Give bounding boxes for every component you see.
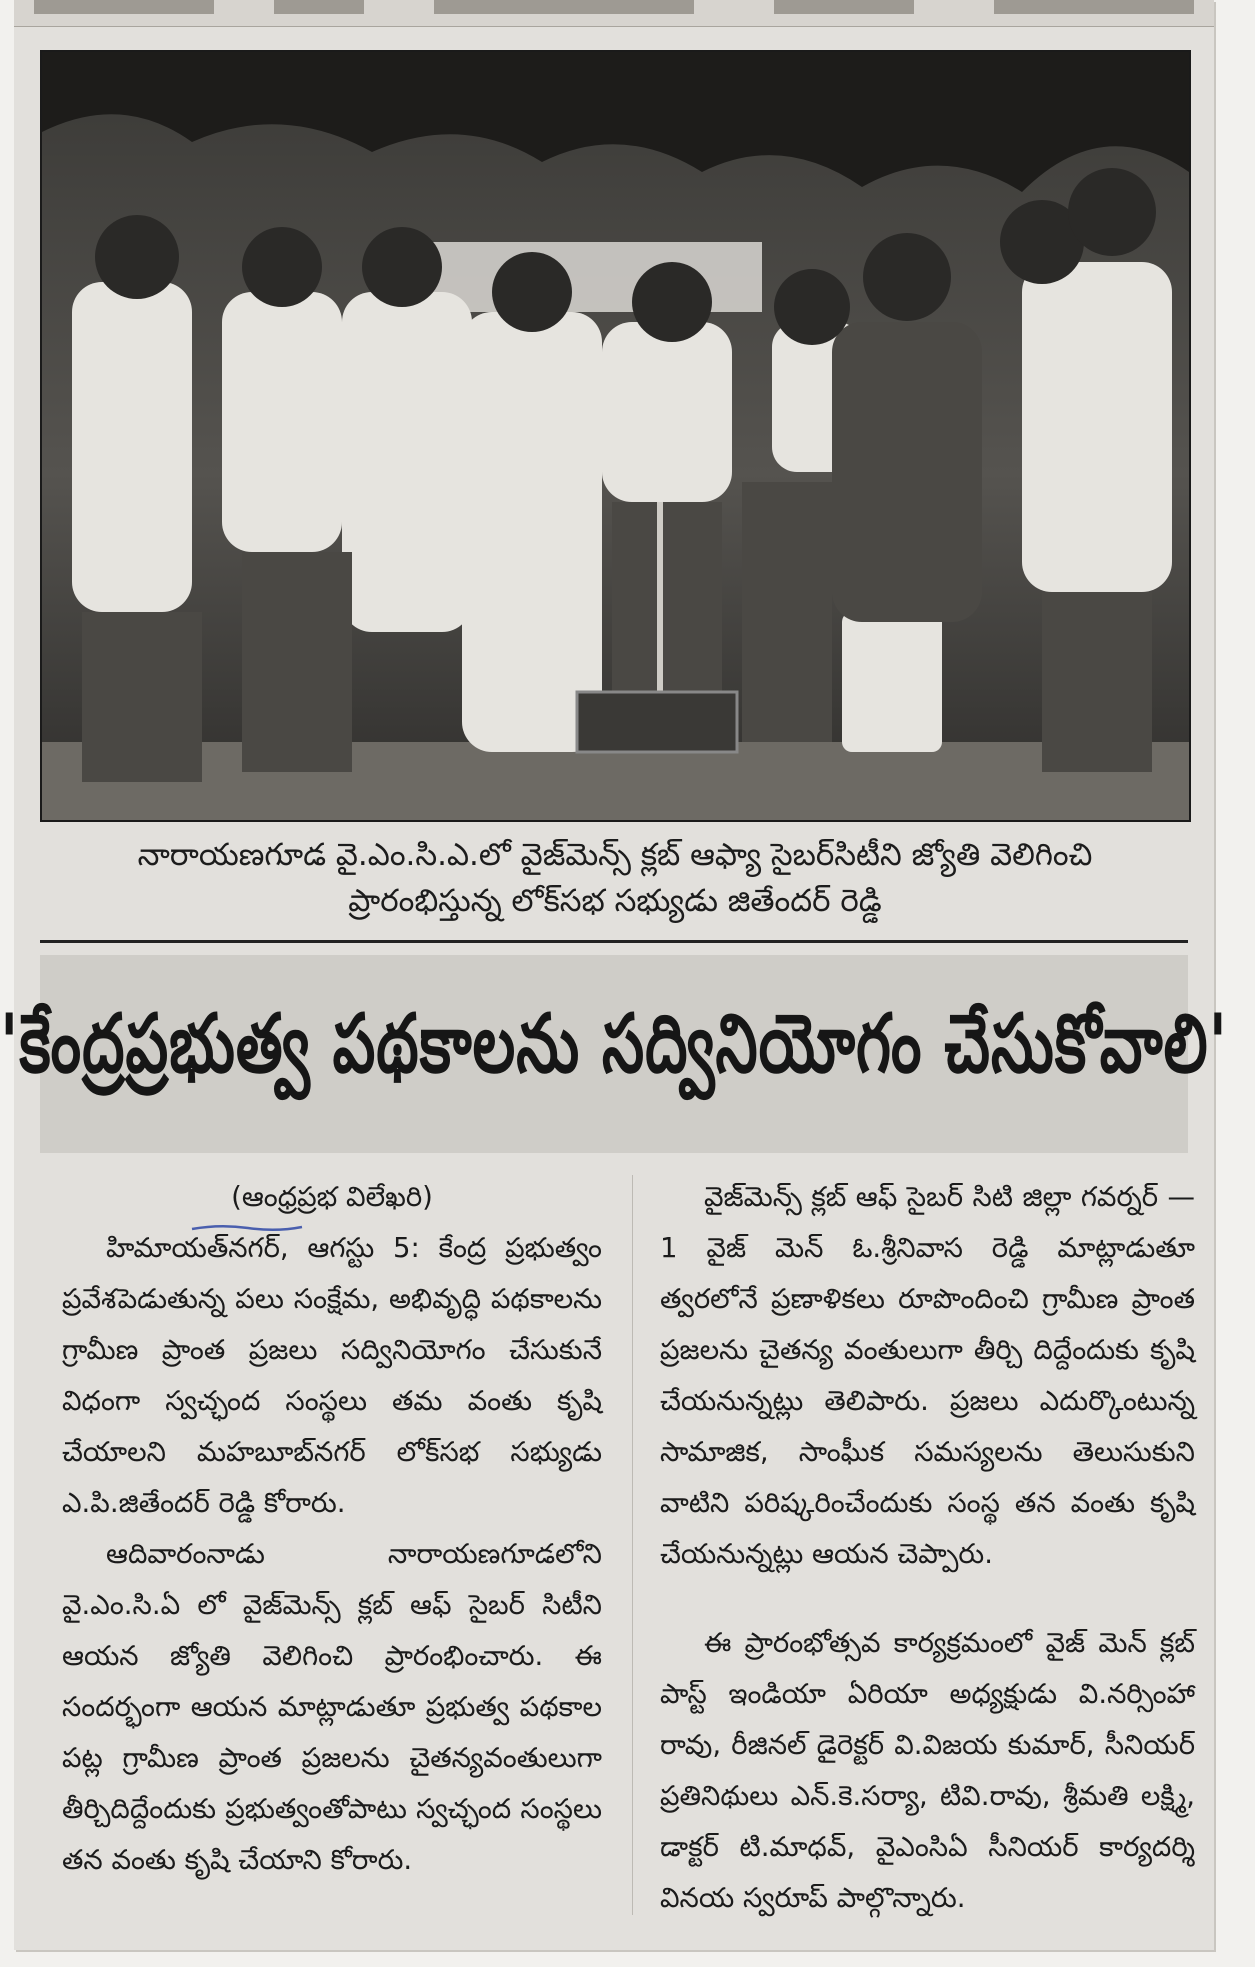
- paragraph: వైజ్‌మెన్స్ క్లబ్ ఆఫ్ సైబర్ సిటి జిల్లా గవర్నర్ —1 వైజ్ మెన్ ఓ.శ్రీనివాస రెడ్డి మాట్లాడుతూ త్వరలోనే ప్రణాళికలు రూపొందించి గ్రామీణ ప్రాంత ప్రజలను చైతన్య వంతులుగా తీర్చి దిద్దేందుకు కృషి చేయనున్నట్లు తెలిపారు. ప్రజలు ఎదుర్కొంటున్న సామాజిక, సాంఘీక సమస్యలను తెలుసుకుని వాటిని పరిష్కరించేందుకు సంస్థ తన వంతు కృషి చేయనున్నట్లు ఆయన చెప్పారు.: [660, 1181, 1195, 1570]
- caption-line-1: నారాయణగూడ వై.ఎం.సి.ఎ.లో వైజ్‌మెన్స్ క్లబ్ ఆఫ్యా సైబర్‌సిటీని జ్యోతి వెలిగించి: [137, 837, 1093, 873]
- photo-caption: [40, 832, 1190, 924]
- article-column-left: [62, 1172, 602, 1886]
- article-column-right: [660, 1172, 1195, 1924]
- column-divider: [632, 1175, 633, 1915]
- headline-box: [0, 955, 1229, 1153]
- paragraph: హిమాయత్‌నగర్, ఆగస్టు 5: కేంద్ర ప్రభుత్వం ప్రవేశపెడుతున్న పలు సంక్షేమ, అభివృద్ధి పథకాలను గ్రామీణ ప్రాంత ప్రజలు సద్వినియోగం చేసుకునే విధంగా స్వచ్ఛంద సంస్థలు తమ వంతు కృషి చేయాలని మహబూబ్‌నగర్ లోక్‌సభ సభ్యుడు ఎ.పి.జితేందర్ రెడ్డి కోరారు.: [62, 1232, 602, 1519]
- group-photo-lamp-lighting-icon: [42, 52, 1189, 820]
- section-divider: [40, 940, 1188, 943]
- news-photo: [40, 50, 1191, 822]
- caption-line-2: ప్రారంభిస్తున్న లోక్‌సభ సభ్యుడు జితేందర్ రెడ్డి: [348, 883, 882, 919]
- paragraph: ఈ ప్రారంభోత్సవ కార్యక్రమంలో వైజ్ మెన్ క్లబ్ పాస్ట్ ఇండియా ఏరియా అధ్యక్షుడు వి.నర్సింహా రావు, రీజినల్ డైరెక్టర్ వి.విజయ కుమార్, సీనియర్ ప్రతినిథులు ఎన్.కె.సర్యా, టివి.రావు, శ్రీమతి లక్ష్మి, డాక్టర్ టి.మాధవ్, వైఎంసిఏ సీనియర్ కార్యదర్శి వినయ స్వరూప్ పాల్గొన్నారు.: [660, 1627, 1195, 1914]
- byline: (ఆంధ్రప్రభ విలేఖరి): [231, 1181, 433, 1213]
- paragraph: ఆదివారంనాడు నారాయణగూడలోని వై.ఎం.సి.ఏ లో వైజ్‌మెన్స్ క్లబ్ ఆఫ్ సైబర్ సిటీని ఆయన జ్యోతి వెలిగించి ప్రారంభించారు. ఈ సందర్భంగా ఆయన మాట్లాడుతూ ప్రభుత్వ పథకాల పట్ల గ్రామీణ ప్రాంత ప్రజలను చైతన్యవంతులుగా తీర్చిదిద్దేందుకు ప్రభుత్వంతోపాటు స్వచ్ఛంద సంస్థలు తన వంతు కృషి చేయాని కోరారు.: [62, 1538, 602, 1876]
- pen-underline-mark: [190, 1223, 305, 1233]
- torn-top-strip: [14, 0, 1214, 27]
- headline: 'కేంద్రప్రభుత్వ పథకాలను సద్వినియోగం చేసుకోవాలి': [0, 997, 1229, 1092]
